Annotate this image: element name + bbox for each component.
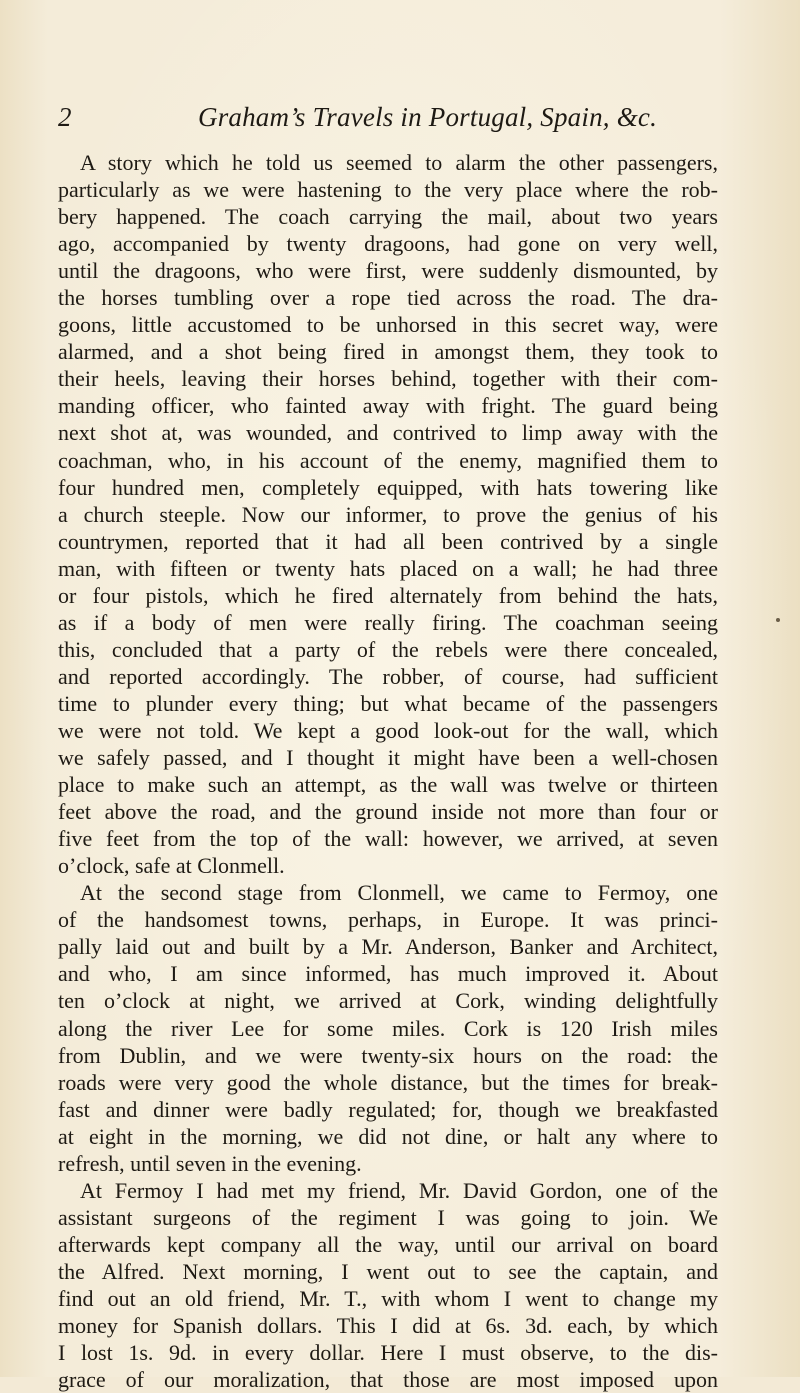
text-line: at eight in the morning, we did not dine, or halt any where to	[58, 1123, 718, 1149]
text-line: next shot at, was wounded, and contrived to limp away with the	[58, 420, 718, 446]
text-line: fast and dinner were badly regulated; for, though we breakfasted	[58, 1096, 718, 1122]
text-line: feet above the road, and the ground inside not more than four or	[58, 799, 718, 825]
text-line: At Fermoy I had met my friend, Mr. David Gordon, one of the	[80, 1177, 718, 1203]
text-line: alarmed, and a shot being fired in amongst them, they took to	[58, 339, 718, 365]
text-line: the horses tumbling over a rope tied across the road. The dra-	[58, 285, 718, 311]
text-line: four hundred men, completely equipped, with hats towering like	[58, 474, 718, 500]
text-line: place to make such an attempt, as the wall was twelve or thirteen	[58, 772, 718, 798]
text-line: this, concluded that a party of the rebels were there concealed,	[58, 636, 718, 662]
text-line: five feet from the top of the wall: however, we arrived, at seven	[58, 826, 718, 852]
text-line: o’clock, safe at Clonmell.	[58, 853, 285, 879]
text-line: money for Spanish dollars. This I did at 6s. 3d. each, by which	[58, 1313, 718, 1339]
text-line: roads were very good the whole distance, but the times for break-	[58, 1069, 718, 1095]
running-title: Graham’s Travels in Portugal, Spain, &c.	[198, 102, 658, 132]
text-line: from Dublin, and we were twenty-six hours on the road: the	[58, 1042, 718, 1068]
text-line: A story which he told us seemed to alarm the other passengers,	[80, 150, 718, 175]
text-line: a church steeple. Now our informer, to prove the genius of his	[58, 501, 718, 527]
text-line: or four pistols, which he fired alternately from behind the hats,	[58, 582, 718, 608]
text-line: At the second stage from Clonmell, we came to Fermoy, one	[80, 880, 718, 906]
text-line: bery happened. The coach carrying the mail, about two years	[58, 204, 718, 230]
text-line: as if a body of men were really firing. The coachman seeing	[58, 609, 718, 635]
text-line: until the dragoons, who were first, were suddenly dismounted, by	[58, 258, 718, 284]
text-line: ago, accompanied by twenty dragoons, had gone on very well,	[58, 231, 718, 257]
text-line: ten o’clock at night, we arrived at Cork, winding delightfully	[58, 988, 718, 1014]
paper-speck	[776, 618, 780, 622]
body-text	[58, 149, 718, 1393]
text-line: I lost 1s. 9d. in every dollar. Here I must observe, to the dis-	[58, 1340, 718, 1366]
page-header	[58, 102, 718, 142]
text-line: particularly as we were hastening to the very place where the rob-	[58, 177, 718, 203]
text-line: and reported accordingly. The robber, of course, had sufficient	[58, 663, 718, 689]
text-line: coachman, who, in his account of the enemy, magnified them to	[58, 447, 718, 473]
text-line: the Alfred. Next morning, I went out to see the captain, and	[58, 1258, 718, 1284]
text-line: grace of our moralization, that those are most imposed upon	[58, 1367, 718, 1393]
text-line: countrymen, reported that it had all been contrived by a single	[58, 528, 718, 554]
text-line: their heels, leaving their horses behind, together with their com-	[58, 366, 718, 392]
text-line: and who, I am since informed, has much improved it. About	[58, 961, 718, 987]
text-line: of the handsomest towns, perhaps, in Europe. It was princi-	[58, 907, 718, 933]
text-line: manding officer, who fainted away with fright. The guard being	[58, 393, 718, 419]
text-line: goons, little accustomed to be unhorsed in this secret way, were	[58, 312, 718, 338]
text-line: along the river Lee for some miles. Cork is 120 Irish miles	[58, 1015, 718, 1041]
text-line: assistant surgeons of the regiment I was going to join. We	[58, 1204, 718, 1230]
text-line: we were not told. We kept a good look-out for the wall, which	[58, 717, 718, 743]
text-line: find out an old friend, Mr. T., with whom I went to change my	[58, 1285, 718, 1311]
text-line: we safely passed, and I thought it might have been a well-chosen	[58, 745, 718, 771]
text-line: man, with fifteen or twenty hats placed on a wall; he had three	[58, 555, 718, 581]
text-line: time to plunder every thing; but what became of the passengers	[58, 690, 718, 716]
text-line: pally laid out and built by a Mr. Anderson, Banker and Architect,	[58, 934, 718, 960]
text-line: afterwards kept company all the way, until our arrival on board	[58, 1231, 718, 1257]
text-line: refresh, until seven in the evening.	[58, 1150, 362, 1176]
page-number: 2	[58, 102, 72, 132]
